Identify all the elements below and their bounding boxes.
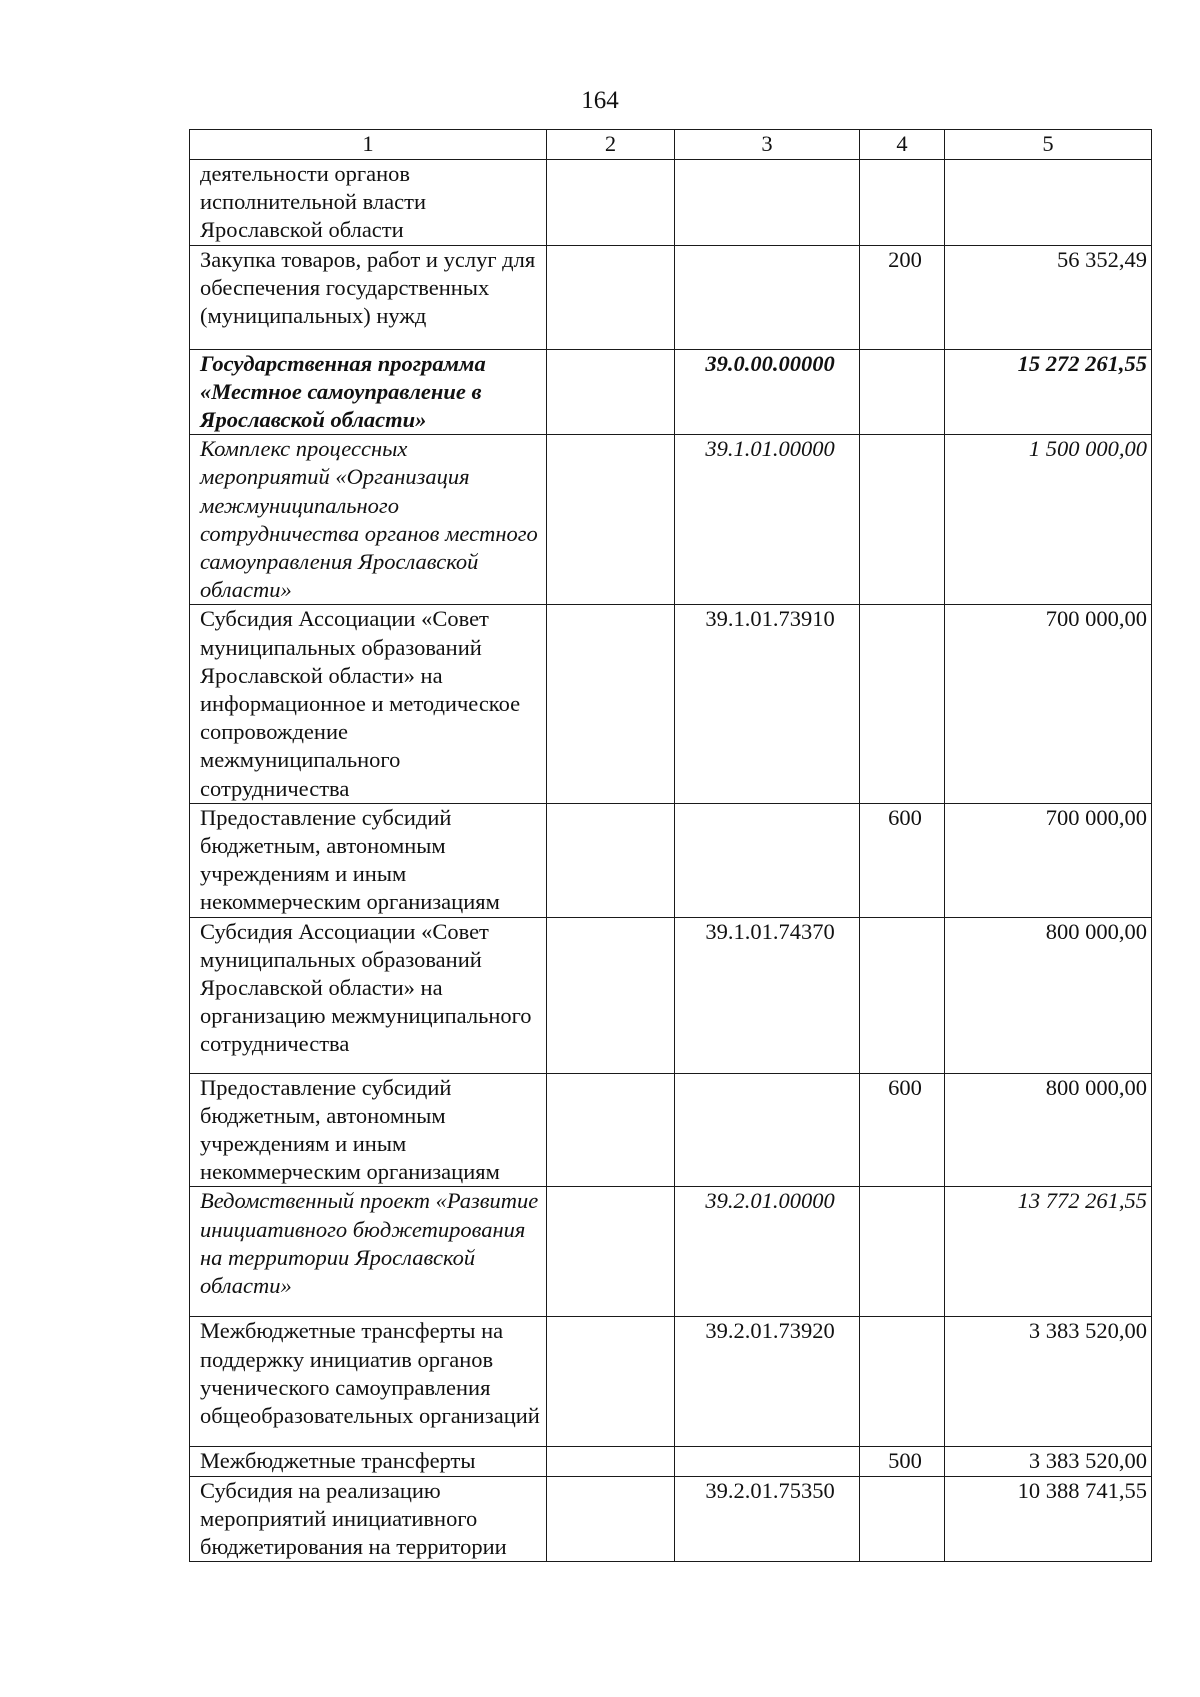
row-code-cell	[675, 1073, 860, 1187]
row-name-cell: Субсидия Ассоциации «Совет муниципальных образований Ярославской области» на организацию межмуниципального сотрудничества	[190, 917, 547, 1073]
row-code-cell: 39.1.01.73910	[675, 605, 860, 803]
row-name-cell: деятельности органов исполнительной власти Ярославской области	[190, 160, 547, 246]
row-name-cell: Государственная программа «Местное самоуправление в Ярославской области»	[190, 349, 547, 435]
table-row	[190, 803, 1152, 917]
row-type-cell	[860, 605, 945, 803]
row-col2-cell	[547, 1073, 675, 1187]
row-amount-cell: 56 352,49	[945, 245, 1152, 349]
row-type-cell: 600	[860, 1073, 945, 1187]
row-type-cell: 200	[860, 245, 945, 349]
table-body	[190, 160, 1152, 1562]
row-name-cell: Субсидия Ассоциации «Совет муниципальных образований Ярославской области» на информационное и методическое сопровождение межмуниципального сотрудничества	[190, 605, 547, 803]
row-amount-cell: 700 000,00	[945, 803, 1152, 917]
row-type-cell	[860, 349, 945, 435]
row-amount-cell: 3 383 520,00	[945, 1317, 1152, 1447]
table-row	[190, 1447, 1152, 1476]
row-type-cell	[860, 435, 945, 605]
row-type-cell: 500	[860, 1447, 945, 1476]
page-number: 164	[581, 87, 619, 114]
row-type-cell	[860, 1187, 945, 1317]
row-amount-cell: 13 772 261,55	[945, 1187, 1152, 1317]
row-amount-cell: 700 000,00	[945, 605, 1152, 803]
budget-table	[189, 129, 1152, 1562]
row-code-cell: 39.1.01.00000	[675, 435, 860, 605]
row-name-cell: Комплекс процессных мероприятий «Организация межмуниципального сотрудничества органов местного самоуправления Ярославской области»	[190, 435, 547, 605]
header-col-3: 3	[675, 130, 860, 160]
row-type-cell: 600	[860, 803, 945, 917]
row-code-cell: 39.2.01.00000	[675, 1187, 860, 1317]
row-name-cell: Предоставление субсидий бюджетным, автономным учреждениям и иным некоммерческим организациям	[190, 1073, 547, 1187]
table-row	[190, 349, 1152, 435]
row-amount-cell: 3 383 520,00	[945, 1447, 1152, 1476]
row-col2-cell	[547, 1187, 675, 1317]
row-name-cell: Субсидия на реализацию мероприятий инициативного бюджетирования на территории	[190, 1476, 547, 1562]
row-type-cell	[860, 917, 945, 1073]
row-amount-cell: 800 000,00	[945, 917, 1152, 1073]
table-row	[190, 245, 1152, 349]
row-code-cell	[675, 245, 860, 349]
header-row	[190, 130, 1152, 160]
table-row	[190, 435, 1152, 605]
table-row	[190, 1187, 1152, 1317]
row-col2-cell	[547, 605, 675, 803]
row-col2-cell	[547, 160, 675, 246]
row-type-cell	[860, 1476, 945, 1562]
row-col2-cell	[547, 245, 675, 349]
table-row	[190, 1073, 1152, 1187]
row-name-cell: Межбюджетные трансферты	[190, 1447, 547, 1476]
table-row	[190, 1317, 1152, 1447]
row-name-cell: Ведомственный проект «Развитие инициативного бюджетирования на территории Ярославской области»	[190, 1187, 547, 1317]
row-col2-cell	[547, 435, 675, 605]
header-col-2: 2	[547, 130, 675, 160]
header-col-5: 5	[945, 130, 1152, 160]
row-name-cell: Предоставление субсидий бюджетным, автономным учреждениям и иным некоммерческим организациям	[190, 803, 547, 917]
table-row	[190, 160, 1152, 246]
table-row	[190, 605, 1152, 803]
row-amount-cell: 15 272 261,55	[945, 349, 1152, 435]
row-col2-cell	[547, 803, 675, 917]
row-code-cell	[675, 803, 860, 917]
row-amount-cell: 10 388 741,55	[945, 1476, 1152, 1562]
table-row	[190, 1476, 1152, 1562]
row-col2-cell	[547, 1476, 675, 1562]
row-col2-cell	[547, 349, 675, 435]
table-row	[190, 917, 1152, 1073]
row-code-cell: 39.2.01.75350	[675, 1476, 860, 1562]
row-name-cell: Закупка товаров, работ и услуг для обеспечения государственных (муниципальных) нужд	[190, 245, 547, 349]
row-col2-cell	[547, 1447, 675, 1476]
row-type-cell	[860, 160, 945, 246]
row-col2-cell	[547, 1317, 675, 1447]
row-col2-cell	[547, 917, 675, 1073]
row-type-cell	[860, 1317, 945, 1447]
row-code-cell: 39.2.01.73920	[675, 1317, 860, 1447]
row-name-cell: Межбюджетные трансферты на поддержку инициатив органов ученического самоуправления общеобразовательных организаций	[190, 1317, 547, 1447]
row-code-cell	[675, 1447, 860, 1476]
row-amount-cell	[945, 160, 1152, 246]
header-col-1: 1	[190, 130, 547, 160]
row-code-cell: 39.1.01.74370	[675, 917, 860, 1073]
row-amount-cell: 1 500 000,00	[945, 435, 1152, 605]
header-col-4: 4	[860, 130, 945, 160]
row-code-cell: 39.0.00.00000	[675, 349, 860, 435]
row-code-cell	[675, 160, 860, 246]
row-amount-cell: 800 000,00	[945, 1073, 1152, 1187]
